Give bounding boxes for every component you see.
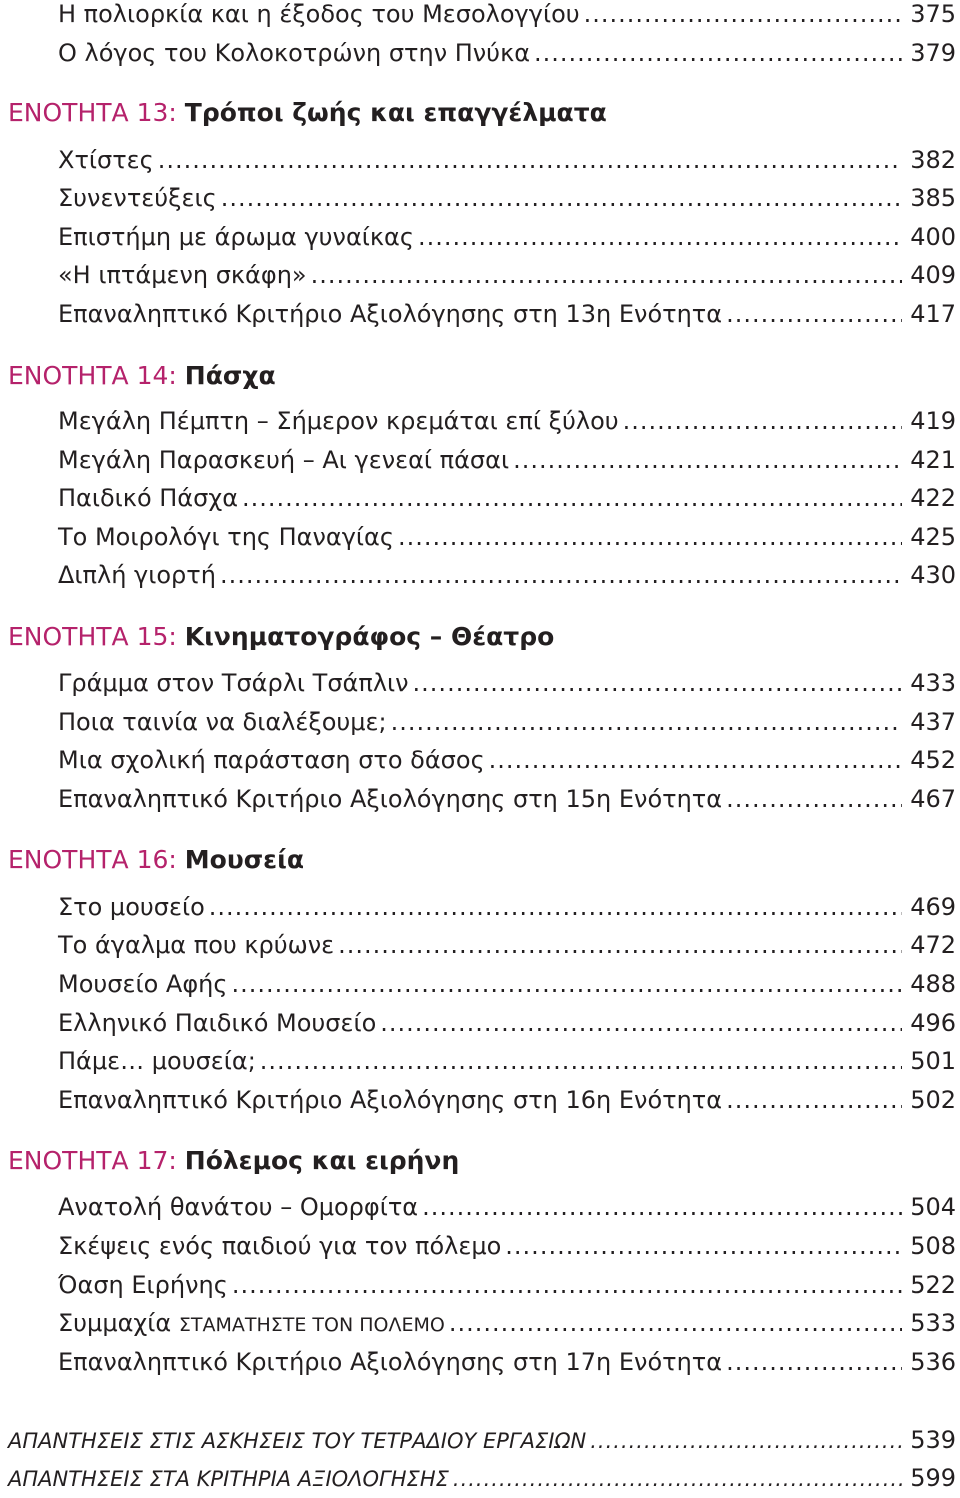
unit-heading-15 [8,617,554,657]
toc-entry-label: Μουσείο Αφής [58,970,228,998]
toc-entry[interactable] [58,703,956,741]
toc-entry-label: ΑΠΑΝΤΗΣΕΙΣ ΣΤΑ ΚΡΙΤΗΡΙΑ ΑΞΙΟΛΟΓΗΣΗΣ [8,1467,449,1491]
toc-entry-label: Ο λόγος του Κολοκοτρώνη στην Πνύκα [58,39,531,67]
unit-title: Πάσχα [184,361,276,390]
toc-entry-page: 385 [910,184,956,212]
leader-dots [209,888,902,926]
toc-entry-page: 536 [910,1348,956,1376]
toc-entry-label: Επαναληπτικό Κριτήριο Αξιολόγησης στη 16η Ενότητα [58,1086,723,1114]
toc-entry-page: 379 [910,39,956,67]
toc-entry-label: Το άγαλμα που κρύωνε [58,931,335,959]
toc-entry-page: 469 [910,893,956,921]
toc-entry-page: 400 [910,223,956,251]
toc-entry-label-main: Συμμαχία [58,1309,172,1337]
toc-entry-label: Ελληνικό Παιδικό Μουσείο [58,1009,377,1037]
toc-entry-label: Ποια ταινία να διαλέξουμε; [58,708,387,736]
toc-entry[interactable] [58,34,956,72]
toc-entry-label: ΑΠΑΝΤΗΣΕΙΣ ΣΤΙΣ ΑΣΚΗΣΕΙΣ ΤΟΥ ΤΕΤΡΑΔΙΟΥ ΕΡΓΑΣΙΩΝ [8,1429,587,1453]
toc-entry-page: 375 [910,0,956,28]
unit-prefix: ΕΝΟΤΗΤΑ 14: [8,361,177,390]
toc-entry-label: Συνεντεύξεις [58,184,217,212]
toc-entry[interactable] [58,780,956,818]
toc-entry-label: Επαναληπτικό Κριτήριο Αξιολόγησης στη 15η Ενότητα [58,785,723,813]
leader-dots [449,1304,902,1342]
leader-dots [221,179,902,217]
toc-entry[interactable] [58,1042,956,1080]
leader-dots [418,218,902,256]
toc-entry[interactable] [58,1343,956,1381]
toc-entry-label: «Η ιπτάμενη σκάφη» [58,261,307,289]
toc-entry-label [58,1304,445,1344]
toc-entry-label-caps: ΣΤΑΜΑΤΗΣΤΕ ΤΟΝ ΠΟΛΕΜΟ [178,1314,445,1336]
leader-dots [534,34,902,72]
toc-entry[interactable] [58,479,956,517]
toc-entry-page: 522 [910,1271,956,1299]
leader-dots [380,1004,902,1042]
leader-dots [726,295,902,333]
leader-dots [726,780,902,818]
toc-entry-label: Επιστήμη με άρωμα γυναίκας [58,223,414,251]
leader-dots [338,926,902,964]
toc-entry[interactable] [58,888,956,926]
toc-entry-page: 508 [910,1232,956,1260]
leader-dots [453,1460,902,1498]
leader-dots [391,703,903,741]
toc-entry-label: Χτίστες [58,146,154,174]
toc-entry[interactable] [58,141,956,179]
toc-entry-page: 467 [910,785,956,813]
unit-prefix: ΕΝΟΤΗΤΑ 15: [8,622,177,651]
unit-title: Τρόποι ζωής και επαγγέλματα [184,98,607,127]
leader-dots [726,1081,902,1119]
toc-entry-page: 488 [910,970,956,998]
toc-entry-page: 533 [910,1309,956,1337]
toc-entry-page: 496 [910,1009,956,1037]
toc-entry[interactable] [58,741,956,779]
toc-entry-label: Μεγάλη Παρασκευή – Αι γενεαί πάσαι [58,446,510,474]
leader-dots [513,441,902,479]
toc-entry-label: Παιδικό Πάσχα [58,484,239,512]
toc-entry[interactable] [58,518,956,556]
unit-title: Μουσεία [184,845,305,874]
leader-dots [505,1227,902,1265]
toc-entry-label: Το Μοιρολόγι της Παναγίας [58,523,394,551]
toc-entry-page: 382 [910,146,956,174]
leader-dots [590,1422,902,1460]
toc-entry-page: 421 [910,446,956,474]
toc-entry[interactable] [58,218,956,256]
toc-entry-label: Επαναληπτικό Κριτήριο Αξιολόγησης στη 17η Ενότητα [58,1348,723,1376]
leader-dots [623,402,903,440]
toc-entry-label: Η πολιορκία και η έξοδος του Μεσολογγίου [58,0,580,28]
unit-title: Πόλεμος και ειρήνη [184,1146,460,1175]
toc-entry[interactable] [58,926,956,964]
toc-entry-page: 422 [910,484,956,512]
leader-dots [232,1266,902,1304]
leader-dots [158,141,902,179]
unit-heading-14 [8,356,276,396]
leader-dots [584,0,903,33]
toc-entry-page: 599 [910,1464,956,1492]
leader-dots [398,518,902,556]
toc-entry[interactable] [58,1188,956,1226]
toc-entry[interactable] [58,1227,956,1265]
unit-heading-17 [8,1141,459,1181]
toc-entry-label: Στο μουσείο [58,893,205,921]
toc-entry-label: Όαση Ειρήνης [58,1271,228,1299]
toc-entry[interactable] [58,1266,956,1304]
toc-entry[interactable] [58,1004,956,1042]
toc-entry-page: 419 [910,407,956,435]
toc-entry[interactable] [58,1304,956,1342]
toc-entry[interactable] [58,556,956,594]
toc-entry-label: Επαναληπτικό Κριτήριο Αξιολόγησης στη 13η Ενότητα [58,300,723,328]
unit-prefix: ΕΝΟΤΗΤΑ 13: [8,98,177,127]
unit-prefix: ΕΝΟΤΗΤΑ 16: [8,845,177,874]
toc-entry-page: 539 [910,1426,956,1454]
toc-entry-page: 504 [910,1193,956,1221]
leader-dots [231,965,902,1003]
leader-dots [260,1042,902,1080]
leader-dots [413,664,903,702]
toc-entry-page: 430 [910,561,956,589]
toc-entry-label: Πάμε… μουσεία; [58,1047,256,1075]
leader-dots [242,479,902,517]
unit-prefix: ΕΝΟΤΗΤΑ 17: [8,1146,177,1175]
toc-entry[interactable] [58,179,956,217]
toc-entry-label: Γράμμα στον Τσάρλι Τσάπλιν [58,669,409,697]
toc-entry-page: 472 [910,931,956,959]
leader-dots [220,556,902,594]
toc-entry-page: 433 [910,669,956,697]
unit-heading-16 [8,840,304,880]
toc-entry-page: 501 [910,1047,956,1075]
toc-entry-label: Μεγάλη Πέμπτη – Σήμερον κρεμάται επί ξύλου [58,407,619,435]
toc-entry-label: Ανατολή θανάτου – Ομορφίτα [58,1193,419,1221]
toc-entry[interactable] [58,441,956,479]
toc-entry-page: 502 [910,1086,956,1114]
toc-entry-label: Διπλή γιορτή [58,561,216,589]
toc-entry[interactable] [58,295,956,333]
toc-entry-page: 452 [910,746,956,774]
toc-entry-page: 425 [910,523,956,551]
toc-entry[interactable] [58,965,956,1003]
unit-title: Κινηματογράφος – Θέατρο [184,622,555,651]
toc-entry[interactable] [58,402,956,440]
unit-heading-13 [8,93,607,133]
toc-entry-answers-assessment[interactable] [8,1459,956,1497]
leader-dots [489,741,903,779]
toc-entry-answers-workbook[interactable] [8,1421,956,1459]
toc-entry[interactable] [58,0,956,33]
toc-entry-label: Σκέψεις ενός παιδιού για τον πόλεμο [58,1232,502,1260]
toc-entry-page: 417 [910,300,956,328]
leader-dots [422,1188,902,1226]
toc-entry[interactable] [58,256,956,294]
toc-entry[interactable] [58,1081,956,1119]
toc-entry-label: Μια σχολική παράσταση στο δάσος [58,746,485,774]
leader-dots [311,256,903,294]
toc-entry[interactable] [58,664,956,702]
leader-dots [726,1343,902,1381]
toc-entry-page: 409 [910,261,956,289]
toc-entry-page: 437 [910,708,956,736]
